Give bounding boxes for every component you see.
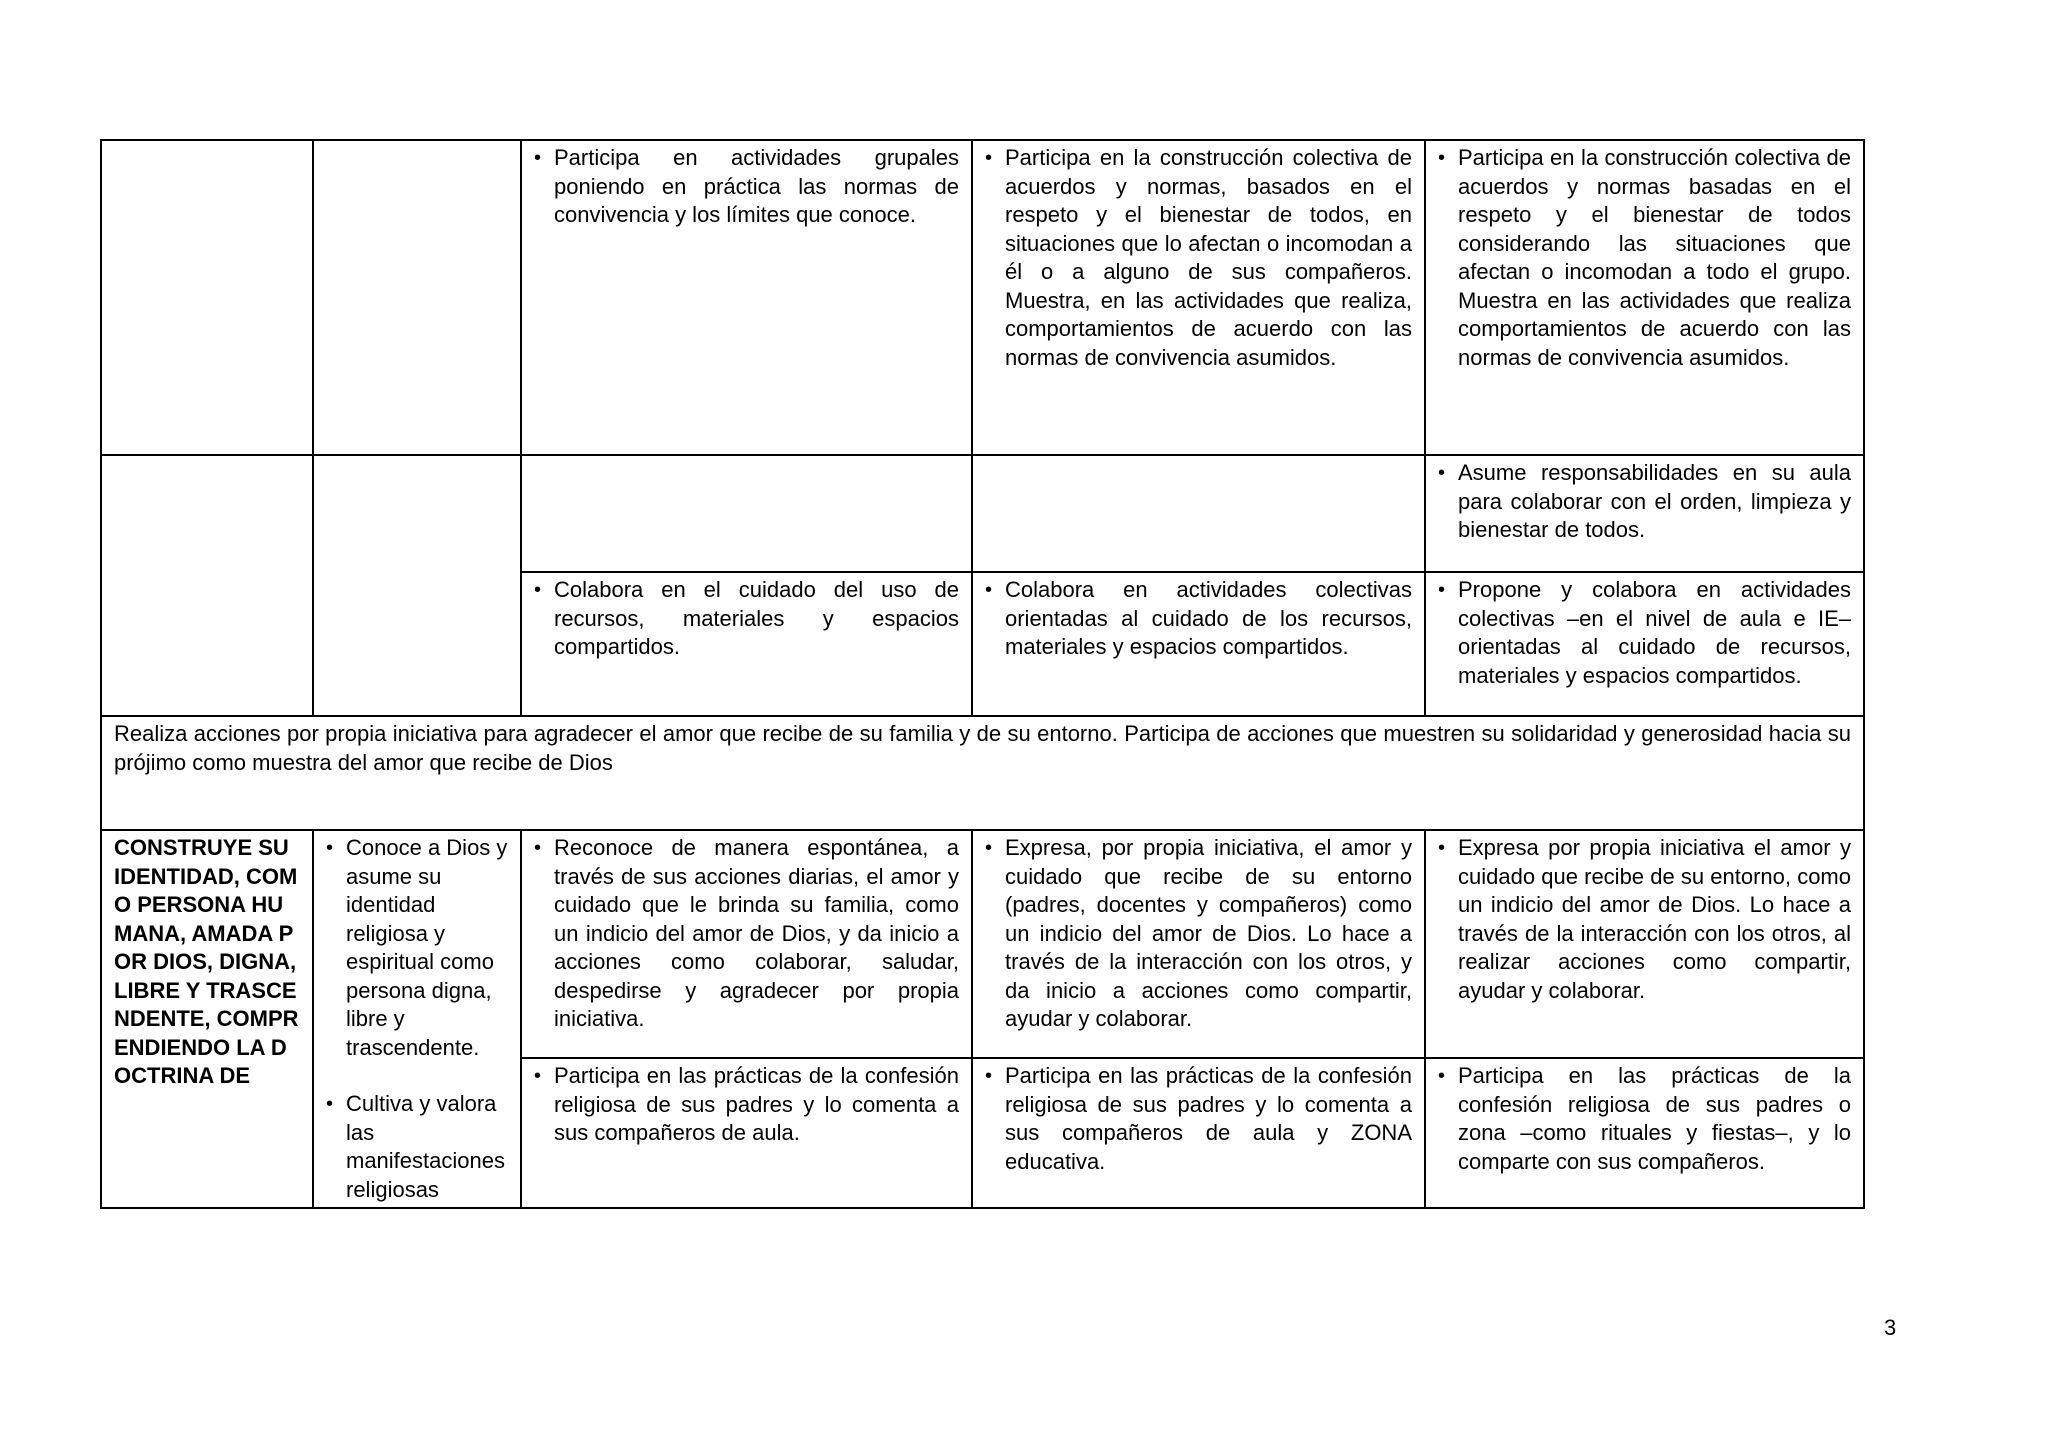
table-cell: [972, 830, 1425, 1058]
empty-cell: [521, 455, 972, 572]
list-item: • Participa en la construcción colectiva de acuerdos y normas basadas en el respeto y el bienestar de todos considerando las situaciones que afectan o incomodan a todo el grupo. Muestra en las actividades que realiza comportamientos de acuerdo con las normas de convivencia asumidos.: [1438, 144, 1851, 372]
capacities-cell: [313, 830, 521, 1208]
list-item: • Participa en las prácticas de la confesión religiosa de sus padres y lo comenta a sus compañeros de aula.: [534, 1062, 959, 1148]
table-row: [101, 140, 1864, 455]
competency-cell: [101, 830, 313, 1208]
table-row: [101, 716, 1864, 830]
competency-title: CONSTRUYE SU IDENTIDAD, COMO PERSONA HUMANA, AMADA POR DIOS, DIGNA, LIBRE Y TRASCENDENTE, COMPRENDIENDO LA DOCTRINA DE: [114, 835, 299, 1088]
empty-cell: [313, 455, 521, 716]
list-item: • Colabora en el cuidado del uso de recursos, materiales y espacios compartidos.: [534, 576, 959, 662]
empty-cell: [101, 140, 313, 455]
table-cell: [972, 140, 1425, 455]
list-item: • Participa en actividades grupales poniendo en práctica las normas de convivencia y los límites que conoce.: [534, 144, 959, 230]
table-cell: [521, 1058, 972, 1208]
page-number: 3: [1884, 1315, 1897, 1340]
table-row: [101, 830, 1864, 1058]
table-cell: [521, 140, 972, 455]
description-cell: Realiza acciones por propia iniciativa para agradecer el amor que recibe de su familia y de su entorno. Participa de acciones que muestren su solidaridad y generosidad hacia su prójimo como muestra del amor que recibe de Dios: [101, 716, 1864, 830]
table-cell: [1425, 140, 1864, 455]
list-item: • Cultiva y valora las manifestaciones religiosas: [326, 1090, 508, 1204]
table-cell: [1425, 1058, 1864, 1208]
table-row: [101, 455, 1864, 572]
list-item: • Participa en las prácticas de la confesión religiosa de sus padres y lo comenta a sus compañeros de aula y ZONA educativa.: [985, 1062, 1412, 1176]
list-item: • Propone y colabora en actividades colectivas –en el nivel de aula e IE– orientadas al cuidado de recursos, materiales y espacios compartidos.: [1438, 576, 1851, 690]
empty-cell: [101, 455, 313, 716]
list-item: • Colabora en actividades colectivas orientadas al cuidado de los recursos, materiales y espacios compartidos.: [985, 576, 1412, 662]
list-item: • Participa en las prácticas de la confesión religiosa de sus padres o zona –como rituales y fiestas–, y lo comparte con sus compañeros.: [1438, 1062, 1851, 1176]
empty-cell: [972, 455, 1425, 572]
list-item: • Expresa por propia iniciativa el amor y cuidado que recibe de su entorno, como un indicio del amor de Dios. Lo hace a través de la interacción con los otros, al realizar acciones como compartir, ayudar y colaborar.: [1438, 834, 1851, 1005]
table-cell: [521, 572, 972, 716]
table-cell: [972, 1058, 1425, 1208]
list-item: • Participa en la construcción colectiva de acuerdos y normas, basados en el respeto y el bienestar de todos, en situaciones que lo afectan o incomodan a él o a alguno de sus compañeros. Muestra, en las actividades que realiza, comportamientos de acuerdo con las normas de convivencia asumidos.: [985, 144, 1412, 372]
empty-cell: [313, 140, 521, 455]
table-cell: [1425, 455, 1864, 572]
table-cell: [1425, 830, 1864, 1058]
competency-table: [100, 139, 1865, 1209]
list-item: • Expresa, por propia iniciativa, el amor y cuidado que recibe de su entorno (padres, docentes y compañeros) como un indicio del amor de Dios. Lo hace a través de la interacción con los otros, y da inicio a acciones como compartir, ayudar y colaborar.: [985, 834, 1412, 1034]
list-item: • Asume responsabilidades en su aula para colaborar con el orden, limpieza y bienestar de todos.: [1438, 459, 1851, 545]
list-item: • Reconoce de manera espontánea, a través de sus acciones diarias, el amor y cuidado que le brinda su familia, como un indicio del amor de Dios, y da inicio a acciones como colaborar, saludar, despedirse y agradecer por propia iniciativa.: [534, 834, 959, 1034]
list-item: • Conoce a Dios y asume su identidad religiosa y espiritual como persona digna, libre y trascendente.: [326, 834, 508, 1062]
table-cell: [1425, 572, 1864, 716]
table-cell: [521, 830, 972, 1058]
table-cell: [972, 572, 1425, 716]
